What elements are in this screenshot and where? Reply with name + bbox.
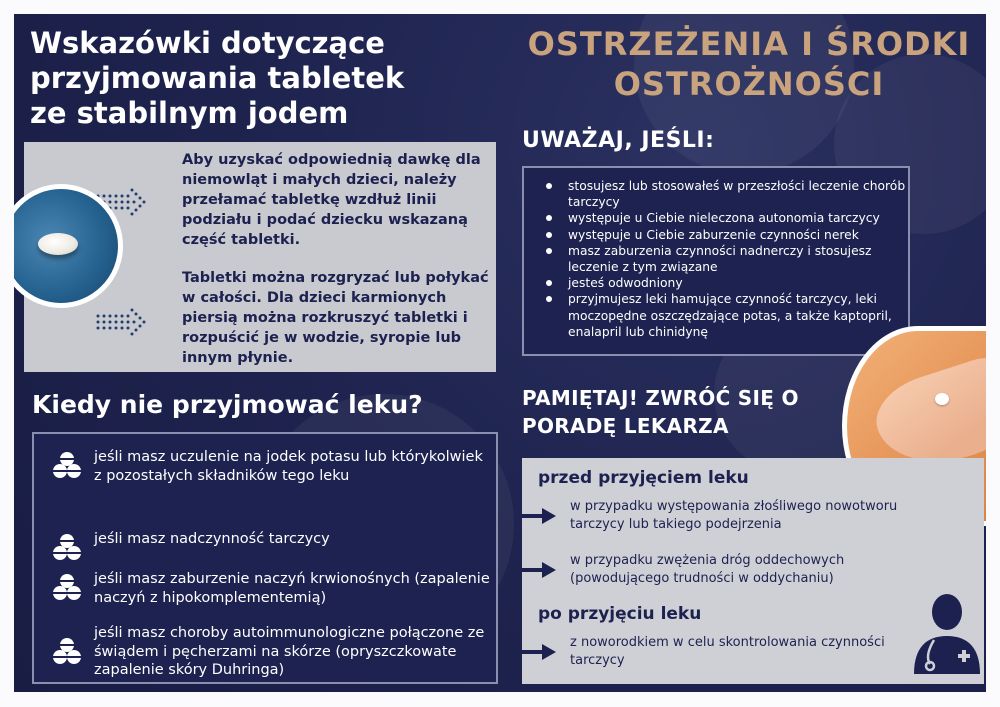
bullet-icon: [546, 248, 552, 254]
arrow-icon: [522, 642, 556, 662]
bullet-icon: [546, 280, 552, 286]
list-item-text: masz zaburzenia czynności nadnerczy i stosujesz leczenie z tym związane: [568, 243, 872, 275]
swallow-paragraph: Tabletki można rozgryzać lub połykać w całości. Dla dzieci karmionych piersią można rozkruszyć tabletki i rozpuścić je w wodzie, syropie lub innym płynie.: [182, 270, 489, 366]
caution-list: [538, 178, 908, 340]
bullet-icon: [546, 296, 552, 302]
list-item: [52, 570, 492, 607]
warnings-title: OSTRZEŻENIA I ŚRODKI OSTROŻNOŚCI: [527, 25, 971, 103]
dosage-paragraph: Aby uzyskać odpowiednią dawkę dla niemowląt i małych dzieci, należy przełamać tabletkę wzdłuż linii podziału i podać dziecku wskazaną część tabletki.: [182, 152, 481, 248]
list-item-text: jeśli masz choroby autoimmunologiczne połączone ze świądem i pęcherzami na skórze (opryszczkowate zapalenie skóry Duhringa): [94, 625, 485, 678]
list-item-text: występuje u Ciebie nieleczona autonomia tarczycy: [568, 211, 880, 226]
leaflet-page: [14, 14, 986, 692]
list-item: [52, 530, 492, 562]
doctor-icon: [910, 592, 984, 674]
after-taking-heading: po przyjęciu leku: [538, 604, 702, 624]
list-item: [522, 498, 922, 534]
list-item: [538, 275, 908, 291]
list-item: [538, 291, 908, 340]
pills-icon: [52, 636, 82, 666]
pills-icon: [52, 572, 82, 602]
consult-doctor-panel: [522, 458, 984, 684]
dotted-arrow-icon: [94, 302, 150, 342]
pills-icon: [52, 532, 82, 562]
bullet-icon: [546, 215, 552, 221]
list-item-text: przyjmujesz leki hamujące czynność tarczycy, leki moczopędne oszczędzające potas, a także kaptopril, enalapril lub chinidynę: [568, 292, 892, 339]
list-item-text: z noworodkiem w celu skontrolowania czynności tarczycy: [570, 635, 885, 668]
tablet-icon: [935, 393, 949, 405]
list-item: [538, 178, 908, 210]
list-item-text: jeśli masz uczulenie na jodek potasu lub którykolwiek z pozostałych składników tego leku: [94, 449, 483, 484]
list-item: [522, 552, 922, 588]
arrow-icon: [522, 560, 556, 580]
arrow-icon: [522, 506, 556, 526]
list-item-text: stosujesz lub stosowałeś w przeszłości leczenie chorób tarczycy: [568, 179, 906, 210]
list-item: [52, 448, 492, 485]
pills-icon: [52, 450, 82, 480]
list-item-text: jesteś odwodniony: [568, 276, 683, 291]
list-item-text: występuje u Ciebie zaburzenie czynności nerek: [568, 227, 859, 242]
contraindications-list: [32, 432, 498, 684]
list-item: [538, 243, 908, 275]
consult-doctor-heading: PAMIĘTAJ! ZWRÓĆ SIĘ O PORADĘ LEKARZA: [522, 386, 799, 438]
list-item: [538, 210, 908, 226]
before-taking-heading: przed przyjęciem leku: [538, 468, 749, 488]
bullet-icon: [546, 183, 552, 189]
tablet-icon: [38, 233, 78, 255]
list-item-text: w przypadku zwężenia dróg oddechowych (powodującego trudności w oddychaniu): [570, 553, 845, 586]
list-item: [522, 634, 922, 670]
caution-heading: UWAŻAJ, JEŚLI:: [522, 128, 715, 153]
list-item: [538, 227, 908, 243]
list-item-text: jeśli masz zaburzenie naczyń krwionośnych (zapalenie naczyń z hipokomplementemią): [94, 571, 490, 606]
left-title: Wskazówki dotyczące przyjmowania tabletek ze stabilnym jodem: [30, 26, 405, 130]
bullet-icon: [546, 232, 552, 238]
list-item-text: w przypadku występowania złośliwego nowotworu tarczycy lub takiego podejrzenia: [570, 499, 898, 532]
caution-panel: [522, 166, 910, 356]
list-item-text: jeśli masz nadczynność tarczycy: [94, 531, 330, 547]
list-item: [52, 624, 492, 680]
contraindications-heading: Kiedy nie przyjmować leku?: [32, 390, 423, 419]
